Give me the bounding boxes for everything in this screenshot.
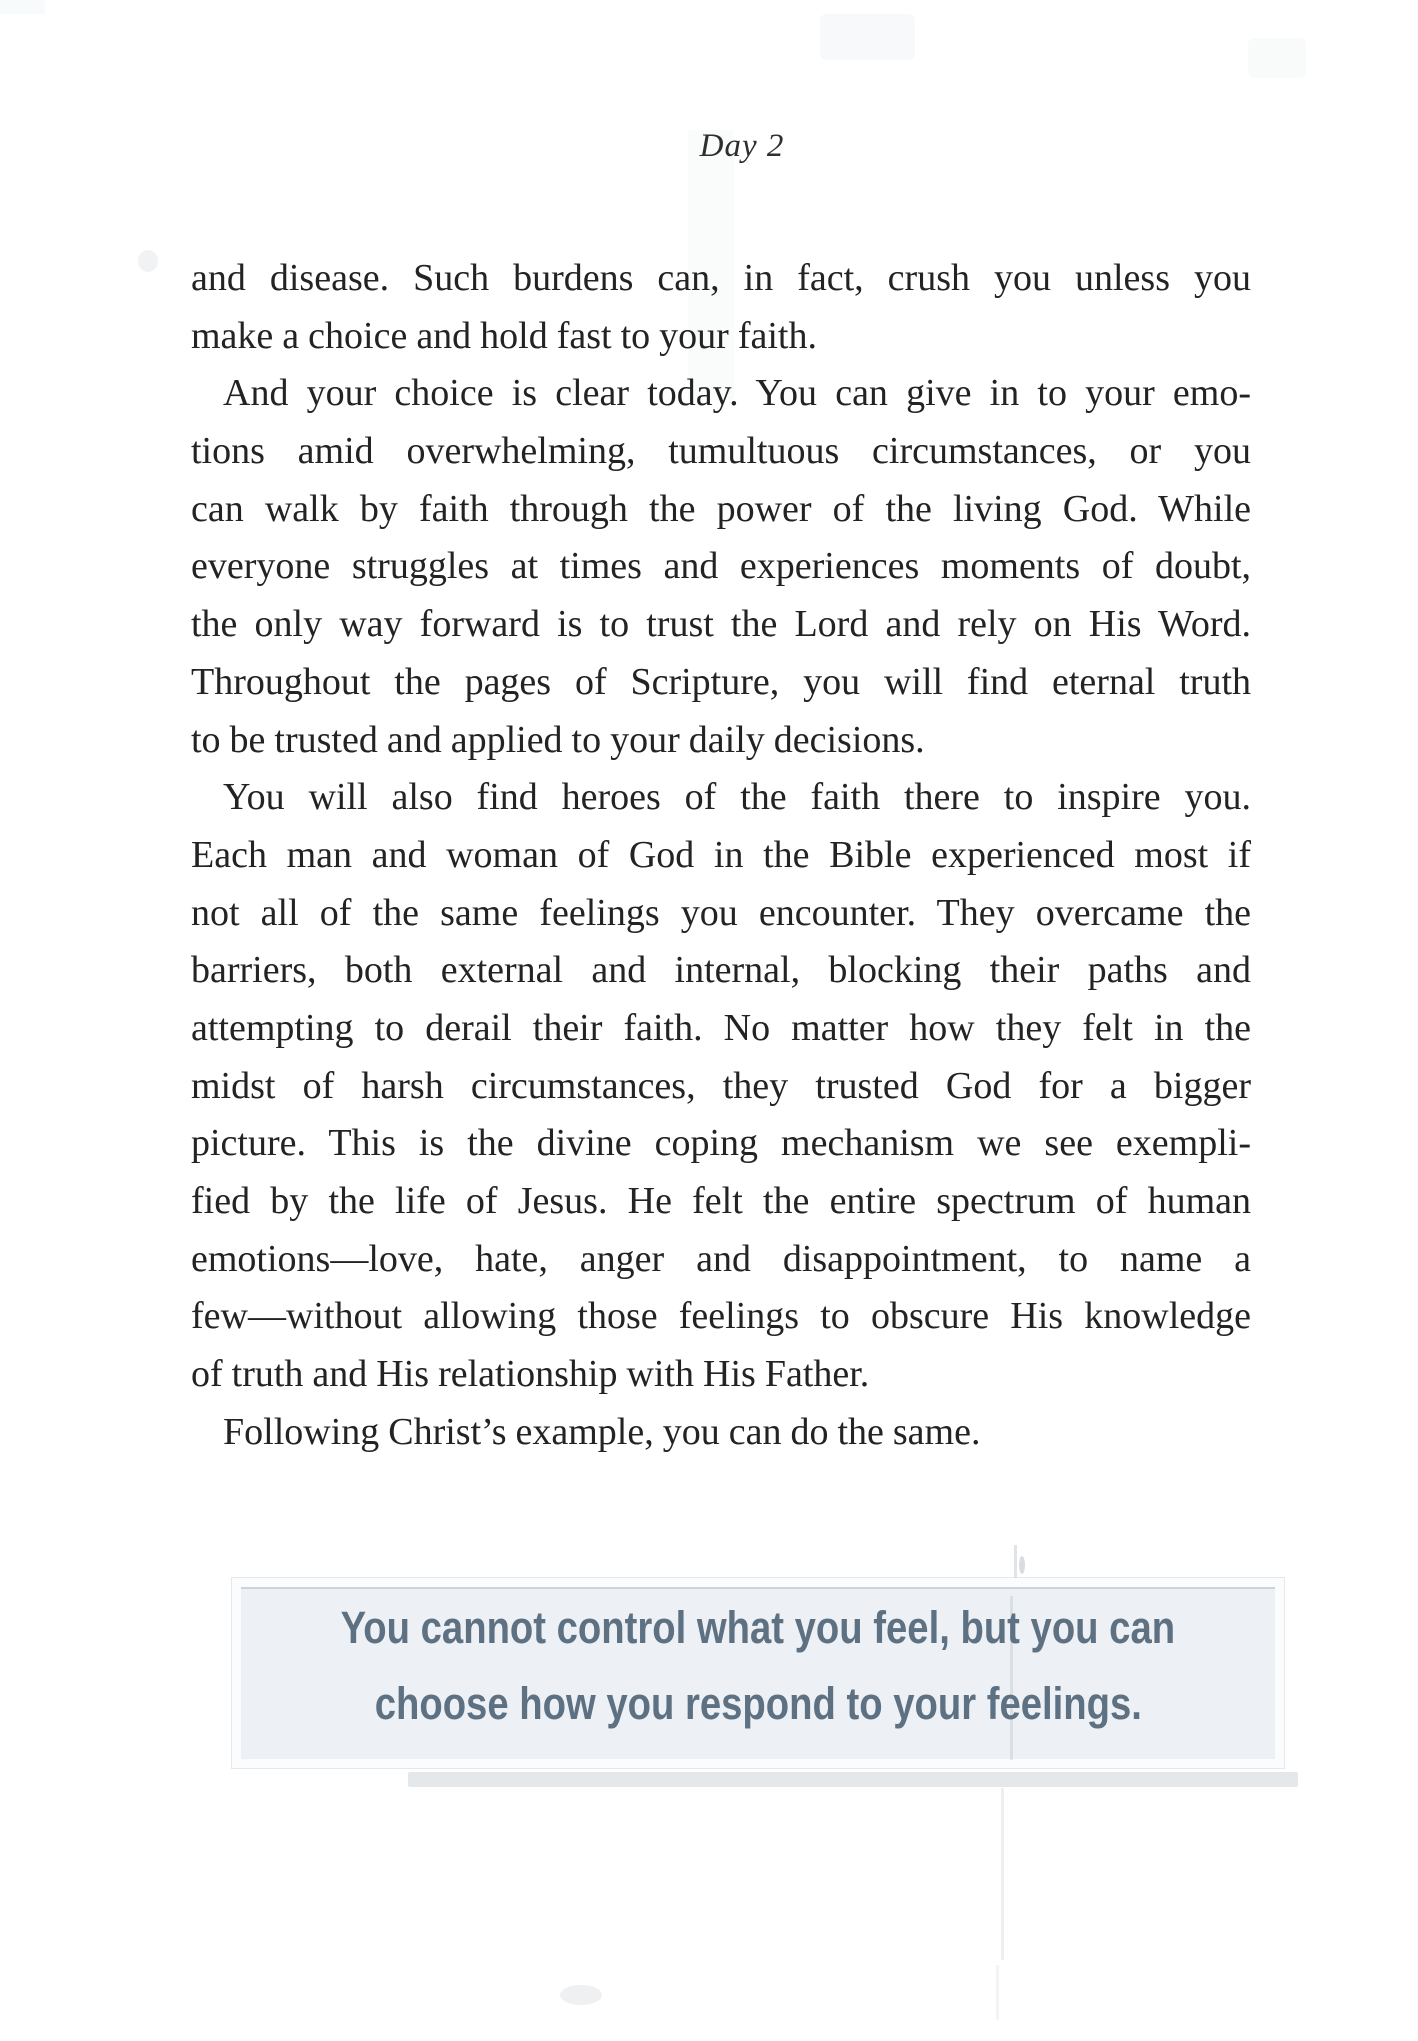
text-line: attempting to derail their faith. No matter how they felt in the xyxy=(191,1006,1251,1049)
text-line: midst of harsh circumstances, they trusted God for a bigger xyxy=(191,1064,1251,1107)
text-line: everyone struggles at times and experiences moments of doubt, xyxy=(191,545,1251,588)
scan-artifact-smudge xyxy=(820,14,915,60)
quote-line: You cannot control what you feel, but you can xyxy=(340,1602,1176,1653)
text-line: the only way forward is to trust the Lord and rely on His Word. xyxy=(191,603,1251,646)
text-line: tions amid overwhelming, tumultuous circumstances, or you xyxy=(191,430,1251,473)
text-line: barriers, both external and internal, blocking their paths and xyxy=(191,949,1251,992)
text-line: picture. This is the divine coping mechanism we see exempli- xyxy=(191,1122,1251,1165)
text-line: can walk by faith through the power of the living God. While xyxy=(191,487,1251,530)
scan-artifact-crease xyxy=(1019,1556,1025,1574)
scan-artifact-crease xyxy=(996,1965,999,2020)
text-line: make a choice and hold fast to your faith. xyxy=(191,314,817,357)
text-line: fied by the life of Jesus. He felt the entire spectrum of human xyxy=(191,1180,1251,1222)
text-line: to be trusted and applied to your daily decisions. xyxy=(191,718,925,761)
scan-artifact-dot xyxy=(138,250,158,272)
quote-line: choose how you respond to your feelings. xyxy=(374,1678,1142,1729)
text-line: You will also find heroes of the faith there to inspire you. xyxy=(223,776,1251,819)
text-line: Throughout the pages of Scripture, you will find eternal truth xyxy=(191,660,1251,703)
scan-artifact-crease xyxy=(1001,1788,1004,1960)
text-line: Each man and woman of God in the Bible experienced most if xyxy=(191,833,1251,876)
scan-artifact-smudge xyxy=(560,1985,602,2005)
scan-artifact-corner xyxy=(0,0,45,14)
body-text xyxy=(191,250,1251,1461)
quote-box-shadow xyxy=(408,1772,1298,1787)
quote-text xyxy=(232,1590,1284,1742)
scan-artifact-smudge xyxy=(1248,38,1306,78)
text-line: not all of the same feelings you encounter. They overcame the xyxy=(191,891,1251,934)
text-line: and disease. Such burdens can, in fact, crush you unless you xyxy=(191,257,1251,299)
quote-box xyxy=(232,1578,1284,1768)
text-line: Following Christ’s example, you can do the same. xyxy=(223,1410,981,1453)
page-header: Day 2 xyxy=(699,128,785,164)
text-line: emotions—love, hate, anger and disappointment, to name a xyxy=(191,1237,1251,1280)
text-line: few—without allowing those feelings to obscure His knowledge xyxy=(191,1295,1251,1338)
text-line: of truth and His relationship with His Father. xyxy=(191,1353,870,1396)
text-line: And your choice is clear today. You can give in to your emo- xyxy=(223,372,1251,415)
